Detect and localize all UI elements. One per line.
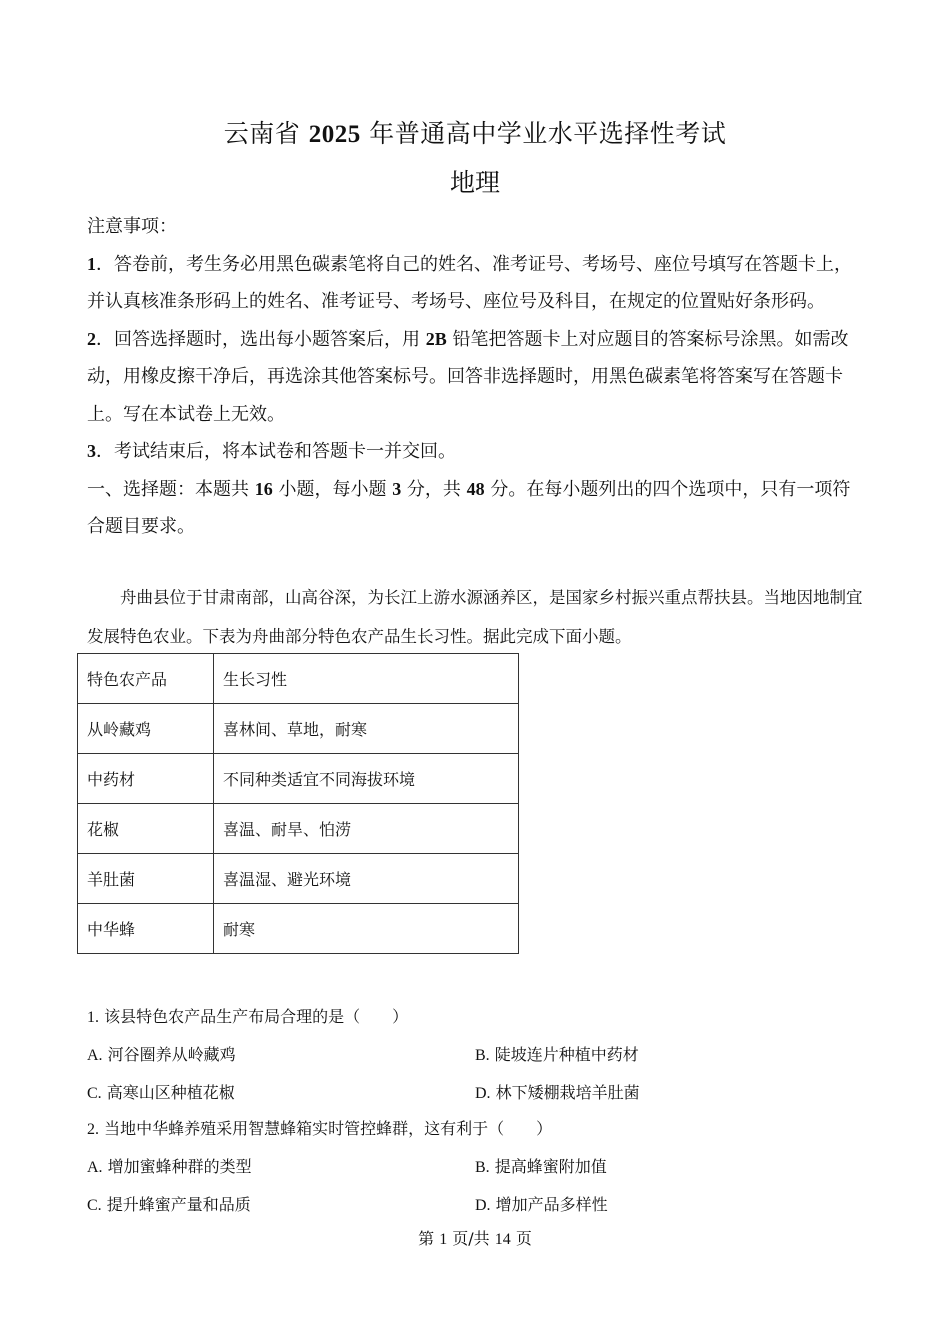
section-heading: 一、选择题：本题共 16 小题，每小题 3 分，共 48 分。在每小题列出的四个选项中，只有一项符合题目要求。: [87, 478, 851, 537]
title-prefix: 云南省: [223, 119, 309, 148]
passage-text: 舟曲县位于甘肃南部，山高谷深，为长江上游水源涵养区，是国家乡村振兴重点帮扶县。当地因地制宜发展特色农业。下表为舟曲部分特色农产品生长习性。据此完成下面小题。: [87, 588, 863, 646]
table-cell: 喜林间、草地，耐寒: [214, 704, 519, 754]
passage: [87, 578, 867, 656]
question-2-stem: 2. 当地中华蜂养殖采用智慧蜂箱实时管控蜂群，这有利于（ ）: [87, 1119, 553, 1138]
question-1-option-a[interactable]: A. 河谷圈养从岭藏鸡: [87, 1045, 236, 1064]
table-row: [78, 804, 519, 854]
instruction-item-2: 2．回答选择题时，选出每小题答案后，用 2B 铅笔把答题卡上对应题目的答案标号涂黑。如需改动，用橡皮擦干净后，再选涂其他答案标号。回答非选择题时，用黑色碳素笔将答案写在答题卡上。写在本试卷上无效。: [87, 328, 849, 425]
page-total: 14: [494, 1231, 511, 1248]
table-header-cell: 特色农产品: [78, 654, 214, 704]
table-row: [78, 904, 519, 954]
instruction-item-3: 3．考试结束后，将本试卷和答题卡一并交回。: [87, 441, 456, 462]
question-2-option-d[interactable]: D. 增加产品多样性: [475, 1195, 608, 1214]
instructions-heading: 注意事项：: [87, 216, 177, 237]
instructions: [87, 208, 867, 546]
table-cell: 羊肚菌: [78, 854, 214, 904]
table-cell: 耐寒: [214, 904, 519, 954]
table-header-row: [78, 654, 519, 704]
page-number: 1: [439, 1231, 448, 1248]
table-cell: 中华蜂: [78, 904, 214, 954]
table-cell: 喜温、耐旱、怕涝: [214, 804, 519, 854]
question-2-option-c[interactable]: C. 提升蜂蜜产量和品质: [87, 1195, 251, 1214]
title-suffix: 年普通高中学业水平选择性考试: [360, 119, 727, 148]
table-cell: 中药材: [78, 754, 214, 804]
instruction-item-1: 1．答卷前，考生务必用黑色碳素笔将自己的姓名、准考证号、考场号、座位号填写在答题卡上，并认真核准条形码上的姓名、准考证号、考场号、座位号及科目，在规定的位置贴好条形码。: [87, 253, 852, 312]
question-1-option-c[interactable]: C. 高寒山区种植花椒: [87, 1083, 235, 1102]
exam-title: [0, 114, 950, 150]
question-2-option-a[interactable]: A. 增加蜜蜂种群的类型: [87, 1157, 252, 1176]
question-2-option-b[interactable]: B. 提高蜂蜜附加值: [475, 1157, 607, 1176]
page-footer: 第 1 页/共 14 页: [418, 1229, 532, 1248]
table-row: [78, 704, 519, 754]
products-table: [77, 653, 519, 954]
table-cell: 喜温湿、避光环境: [214, 854, 519, 904]
table-cell: 花椒: [78, 804, 214, 854]
question-1-stem: 1. 该县特色农产品生产布局合理的是（ ）: [87, 1007, 409, 1026]
table-cell: 不同种类适宜不同海拔环境: [214, 754, 519, 804]
question-1-option-d[interactable]: D. 林下矮棚栽培羊肚菌: [475, 1083, 640, 1102]
table-header-cell: 生长习性: [214, 654, 519, 704]
title-year: 2025: [308, 121, 361, 148]
table-cell: 从岭藏鸡: [78, 704, 214, 754]
question-1-option-b[interactable]: B. 陡坡连片种植中药材: [475, 1045, 639, 1064]
table-row: [78, 754, 519, 804]
table-row: [78, 854, 519, 904]
exam-subject: 地理: [449, 168, 500, 197]
